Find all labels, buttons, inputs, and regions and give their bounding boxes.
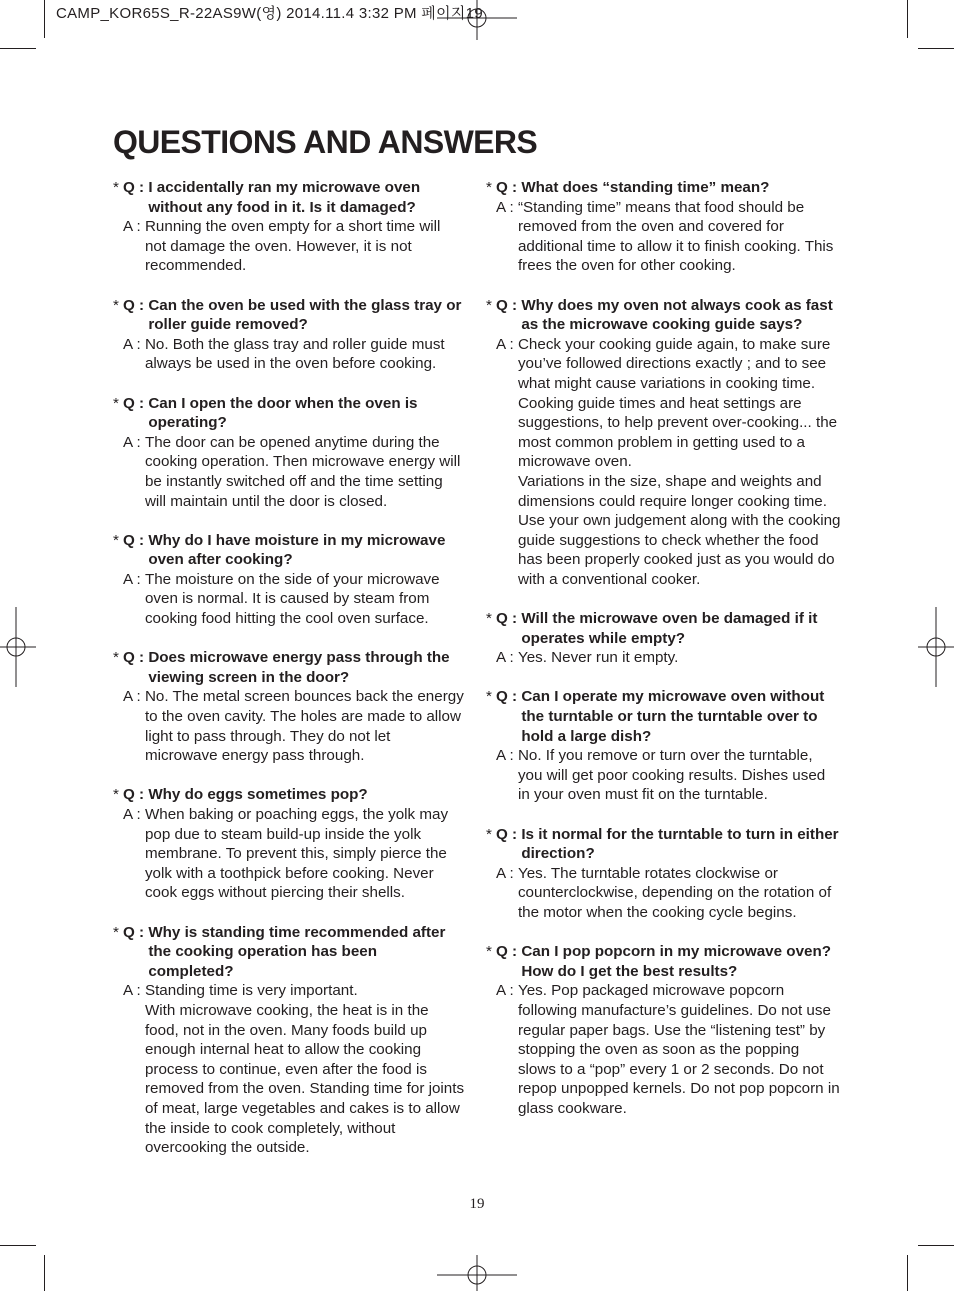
answer	[486, 981, 841, 1118]
qa-item	[486, 687, 841, 805]
question-prefix: Q :	[123, 923, 149, 941]
question-text: Can the oven be used with the glass tray or roller guide removed?	[148, 296, 462, 334]
answer-prefix: A :	[496, 982, 518, 1000]
answer	[113, 217, 465, 276]
question-prefix: Q :	[496, 688, 522, 706]
trim-mark-top-left-horizontal	[0, 48, 36, 49]
answer	[486, 864, 841, 923]
question	[486, 687, 841, 746]
bullet-star: *	[486, 688, 492, 706]
bullet-star: *	[486, 296, 492, 314]
question-text: Why do I have moisture in my microwave oven after cooking?	[148, 531, 446, 569]
answer-prefix: A :	[496, 198, 518, 216]
question-prefix: Q :	[496, 610, 522, 628]
qa-item	[113, 785, 465, 903]
answer-paragraph: No. The metal screen bounces back the energy to the oven cavity. The holes are made to allow light to pass through. They do not let microwave energy pass through.	[144, 688, 464, 765]
bullet-star: *	[113, 394, 119, 412]
answer-paragraph: Running the oven empty for a short time will not damage the oven. However, it is not recommended.	[144, 218, 441, 275]
answer-paragraph: The door can be opened anytime during the cooking operation. Then microwave energy will be instantly switched off and the time setting will maintain until the door is closed.	[144, 433, 461, 510]
question-prefix: Q :	[123, 179, 149, 196]
qa-column-right	[486, 178, 841, 1138]
answer-prefix: A :	[496, 747, 518, 765]
answer-text	[145, 981, 465, 1157]
question-text: Why does my oven not always cook as fast as the microwave cooking guide says?	[521, 296, 833, 334]
answer	[486, 335, 841, 590]
question-text: Is it normal for the turntable to turn in either direction?	[521, 825, 839, 863]
trim-mark-bottom-left-horizontal	[0, 1245, 36, 1246]
answer-paragraph: Check your cooking guide again, to make sure you’ve followed directions exactly ; and to see what might cause variations in cooking time. Cooking guide times and heat settings are suggestions, to help prevent over-cooking... the most common problem in getting used to a microwave oven.	[517, 335, 838, 471]
qa-item	[113, 296, 465, 374]
question-prefix: Q :	[123, 649, 149, 667]
bullet-star: *	[486, 825, 492, 843]
answer-paragraph: Standing time is very important.	[144, 982, 358, 1000]
answer-prefix: A :	[123, 982, 145, 1000]
qa-item	[486, 942, 841, 1118]
answer-text	[518, 648, 841, 668]
bullet-star: *	[486, 179, 492, 196]
answer	[113, 687, 465, 765]
question-text: Does microwave energy pass through the viewing screen in the door?	[148, 649, 450, 686]
qa-item	[486, 296, 841, 590]
question-text: Can I pop popcorn in my microwave oven? How do I get the best results?	[521, 943, 832, 980]
trim-mark-bottom-left-vertical	[44, 1255, 45, 1291]
bullet-star: *	[486, 943, 492, 961]
qa-item	[113, 394, 465, 512]
question-prefix: Q :	[123, 531, 149, 549]
qa-item	[486, 825, 841, 923]
answer-text	[518, 198, 841, 276]
question-text: Why do eggs sometimes pop?	[148, 786, 368, 804]
trim-mark-top-left-vertical	[44, 0, 45, 38]
bullet-star: *	[113, 786, 119, 804]
answer	[113, 570, 465, 629]
answer-paragraph: The moisture on the side of your microwave oven is normal. It is caused by steam from cooking food hitting the cool oven surface.	[144, 570, 440, 628]
answer-paragraph: Yes. Never run it empty.	[517, 649, 679, 667]
qa-item	[113, 923, 465, 1158]
qa-item	[113, 178, 465, 276]
question-prefix: Q :	[123, 394, 149, 412]
question-text: Can I open the door when the oven is operating?	[148, 394, 418, 432]
bullet-star: *	[113, 649, 119, 667]
answer-prefix: A :	[123, 218, 145, 236]
bullet-star: *	[113, 531, 119, 549]
answer-text	[145, 805, 465, 903]
answer-text	[518, 864, 841, 923]
question	[113, 923, 465, 982]
answer	[113, 335, 465, 374]
bullet-star: *	[486, 610, 492, 628]
answer-text	[145, 687, 465, 765]
answer-text	[145, 217, 465, 276]
question	[113, 648, 465, 687]
question-prefix: Q :	[496, 943, 522, 961]
answer	[486, 648, 841, 668]
answer-paragraph: Variations in the size, shape and weights and dimensions could require longer cooking time. Use your own judgement along with the cooking guide suggestions to check whether the food has been properly cooked just as you would do with a conventional cooker.	[517, 472, 841, 588]
answer-text	[145, 335, 465, 374]
question	[486, 296, 841, 335]
trim-mark-bottom-right-horizontal	[918, 1245, 954, 1246]
question	[486, 609, 841, 648]
answer-prefix: A :	[123, 570, 145, 588]
question	[113, 394, 465, 433]
answer-prefix: A :	[496, 864, 518, 882]
answer-paragraph: Yes. The turntable rotates clockwise or counterclockwise, depending on the rotation of the motor when the cooking cycle begins.	[517, 864, 832, 921]
question	[113, 531, 465, 570]
qa-item	[113, 531, 465, 629]
trim-mark-top-right-vertical	[907, 0, 908, 38]
question-text: Will the microwave oven be damaged if it operates while empty?	[521, 610, 818, 647]
answer-paragraph: With microwave cooking, the heat is in the food, not in the oven. Many foods build up enough internal heat to allow the cooking process to continue, even after the food is removed from the oven. Standing time for joints of meat, large vegetables and cakes is to allow the inside to cook completely, without overcooking the outside.	[144, 1001, 465, 1157]
question-prefix: Q :	[123, 786, 149, 804]
answer	[113, 805, 465, 903]
print-header: CAMP_KOR65S_R-22AS9W(영) 2014.11.4 3:32 PM 페이지19	[56, 5, 483, 22]
answer-paragraph: When baking or poaching eggs, the yolk may pop due to steam build-up inside the yolk membrane. To prevent this, simply pierce the yolk with a toothpick before cooking. Never cook eggs without piercing their shells.	[144, 806, 449, 902]
answer-paragraph: No. Both the glass tray and roller guide must always be used in the oven before cooking.	[144, 335, 445, 373]
question-prefix: Q :	[496, 296, 522, 314]
registration-mark-bottom-icon	[437, 1255, 517, 1291]
qa-column-left	[113, 178, 465, 1177]
answer-prefix: A :	[123, 688, 145, 706]
answer-text	[518, 335, 841, 590]
question	[486, 178, 841, 198]
question-prefix: Q :	[123, 296, 149, 314]
answer-prefix: A :	[496, 649, 518, 667]
answer-text	[145, 570, 465, 629]
question-text: What does “standing time” mean?	[521, 179, 770, 196]
question	[113, 785, 465, 805]
question-text: Can I operate my microwave oven without the turntable or turn the turntable over to hold a large dish?	[521, 688, 825, 745]
question	[486, 825, 841, 864]
registration-mark-left-icon	[0, 607, 36, 687]
answer	[113, 981, 465, 1157]
qa-item	[486, 178, 841, 276]
qa-item	[113, 648, 465, 766]
answer-text	[518, 746, 841, 805]
answer-text	[145, 433, 465, 511]
answer	[486, 746, 841, 805]
answer-prefix: A :	[496, 335, 518, 353]
answer-prefix: A :	[123, 335, 145, 353]
question	[113, 178, 465, 217]
registration-mark-top-icon	[437, 0, 517, 40]
question	[486, 942, 841, 981]
qa-item	[486, 609, 841, 668]
answer-prefix: A :	[123, 433, 145, 451]
bullet-star: *	[113, 296, 119, 314]
page-number: 19	[469, 1196, 485, 1212]
answer-paragraph: “Standing time” means that food should be removed from the oven and covered for additional time to allow it to finish cooking. This frees the oven for other cooking.	[517, 198, 834, 275]
answer-paragraph: Yes. Pop packaged microwave popcorn following manufacture’s guidelines. Do not use regular paper bags. Use the “listening test” by stopping the oven as soon as the popping slows to a “pop” every 1 or 2 seconds. Do not repop unpopped kernels. Do not pop popcorn in glass cookware.	[517, 982, 840, 1117]
answer-paragraph: No. If you remove or turn over the turntable, you will get poor cooking results. Dishes used in your oven must fit on the turntable.	[517, 747, 826, 804]
registration-mark-right-icon	[918, 607, 954, 687]
question-prefix: Q :	[496, 179, 522, 196]
bullet-star: *	[113, 179, 119, 196]
answer	[486, 198, 841, 276]
answer-text	[518, 981, 841, 1118]
question	[113, 296, 465, 335]
trim-mark-top-right-horizontal	[918, 48, 954, 49]
trim-mark-bottom-right-vertical	[907, 1255, 908, 1291]
page-title: QUESTIONS AND ANSWERS	[113, 124, 538, 160]
answer	[113, 433, 465, 511]
question-prefix: Q :	[496, 825, 522, 843]
answer-prefix: A :	[123, 806, 145, 823]
question-text: I accidentally ran my microwave oven without any food in it. Is it damaged?	[148, 179, 421, 216]
bullet-star: *	[113, 923, 119, 941]
question-text: Why is standing time recommended after the cooking operation has been completed?	[148, 923, 446, 980]
